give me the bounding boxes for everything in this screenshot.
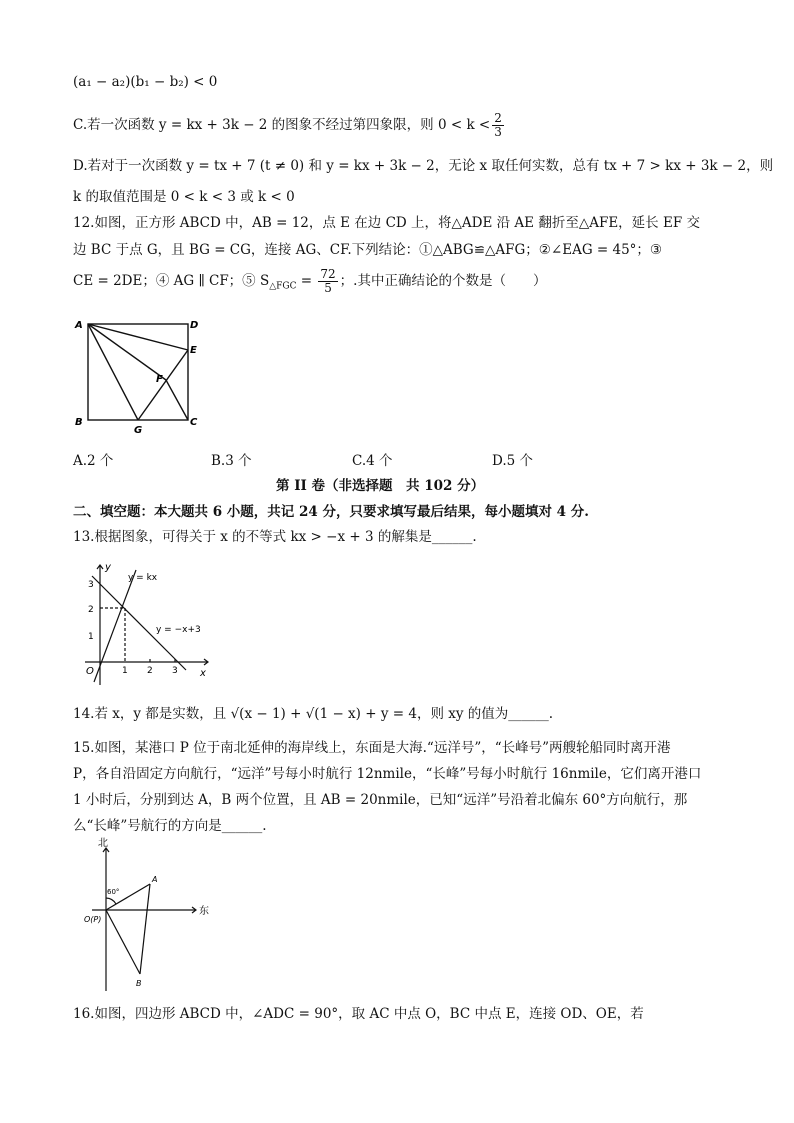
fig13-tick-y-3: 3 [88,580,94,590]
q12-fraction: $\frac{72}{5}$ [320,267,336,295]
q12-option-c: C.4 个 [352,453,393,469]
q15-line1: 15.如图，某港口 P 位于南北延伸的海岸线上，东面是大海.“远洋号”，“长峰号”两艘轮船同时离开港 [73,740,671,756]
q15-line3: 1 小时后，分别到达 A，B 两个位置，且 AB = 20nmile，已知“远洋”号沿着北偏东 60°方向航行，那 [73,792,688,808]
q12-option-d: D.5 个 [492,453,534,469]
option-c-text: C.若一次函数 y = kx + 3k − 2 的图象不经过第四象限，则 0 < k < [73,117,491,133]
fig12-label-a: A [75,320,83,331]
fig13-origin-label: O [86,666,94,677]
q12-option-b: B.3 个 [211,453,252,469]
fig13-tick-y-1: 1 [88,632,94,642]
q12-line3 [73,268,546,297]
q16-text: 16.如图，四边形 ABCD 中，∠ADC = 90°，取 AC 中点 O，BC 中点 E，连接 OD、OE，若 [73,1006,644,1022]
fig13-y-axis-label: y [105,562,111,573]
fig13-tick-x-3: 3 [172,666,178,676]
fig12-label-g: G [134,425,143,436]
fig15-point-b: B [136,979,142,988]
fig13-line1-label: y = kx [128,573,158,583]
fig13-tick-x-1: 1 [122,666,128,676]
fig15-point-a: A [152,875,158,884]
part-two-heading: 第 II 卷（非选择题 共 102 分） [276,478,485,494]
fig13-tick-x-2: 2 [147,666,153,676]
figure-q12-square [72,318,202,438]
q15-line4: 么“长峰”号航行的方向是______. [73,818,267,834]
fig13-tick-y-2: 2 [88,605,94,615]
q12-equals: = [296,273,317,289]
q12-line1: 12.如图，正方形 ABCD 中，AB = 12，点 E 在边 CD 上，将△ADE 沿 AE 翻折至△AFE，延长 EF 交 [73,215,700,231]
option-c-fraction: $\frac{2}{3}$ [494,111,502,139]
section-two-heading: 二、填空题：本大题共 6 小题，共记 24 分，只要求填写最后结果，每小题填对 4 分. [73,504,589,520]
fig12-label-b: B [75,417,83,428]
q12-line2: 边 BC 于点 G，且 BG = CG，连接 AG、CF.下列结论：①△ABG≌△AFG；②∠EAG = 45°；③ [73,242,663,258]
option-b-continuation: (a₁ − a₂)(b₁ − b₂) < 0 [73,74,218,90]
fig15-origin-label: O(P) [84,915,102,924]
fig15-angle-label: 60° [107,888,120,896]
fig15-east-label: 东 [199,906,209,917]
q12-line3-end: ；.其中正确结论的个数是（ ） [339,273,547,289]
option-c [73,112,506,139]
fig12-label-d: D [190,320,199,331]
option-d-line2: k 的取值范围是 0 < k < 3 或 k < 0 [73,189,295,205]
q12-area-subscript: △FGC [269,281,297,292]
figure-q15-navigation [84,836,219,996]
fig12-label-e: E [190,345,197,356]
q13-text: 13.根据图象，可得关于 x 的不等式 kx > −x + 3 的解集是______. [73,529,477,545]
fig12-label-c: C [190,417,198,428]
figure-q13-graph [80,560,215,690]
fig12-label-f: F [156,374,163,385]
q15-line2: P，各自沿固定方向航行，“远洋”号每小时航行 12nmile，“长峰”号每小时航行 16nmile，它们离开港口 [73,766,702,782]
q12-line3-start: CE = 2DE；④ AG ∥ CF；⑤ S [73,273,270,289]
fig13-x-axis-label: x [200,668,206,679]
option-d-line1: D.若对于一次函数 y = tx + 7 (t ≠ 0) 和 y = kx + 3k − 2，无论 x 取任何实数，总有 tx + 7 > kx + 3k − 2，则 [73,158,774,174]
fig15-north-label: 北 [98,838,108,849]
q12-option-a: A.2 个 [73,453,114,469]
fig13-line2-label: y = −x+3 [156,625,201,635]
q14-text: 14.若 x，y 都是实数，且 √(x − 1) + √(1 − x) + y = 4，则 xy 的值为______. [73,706,554,722]
